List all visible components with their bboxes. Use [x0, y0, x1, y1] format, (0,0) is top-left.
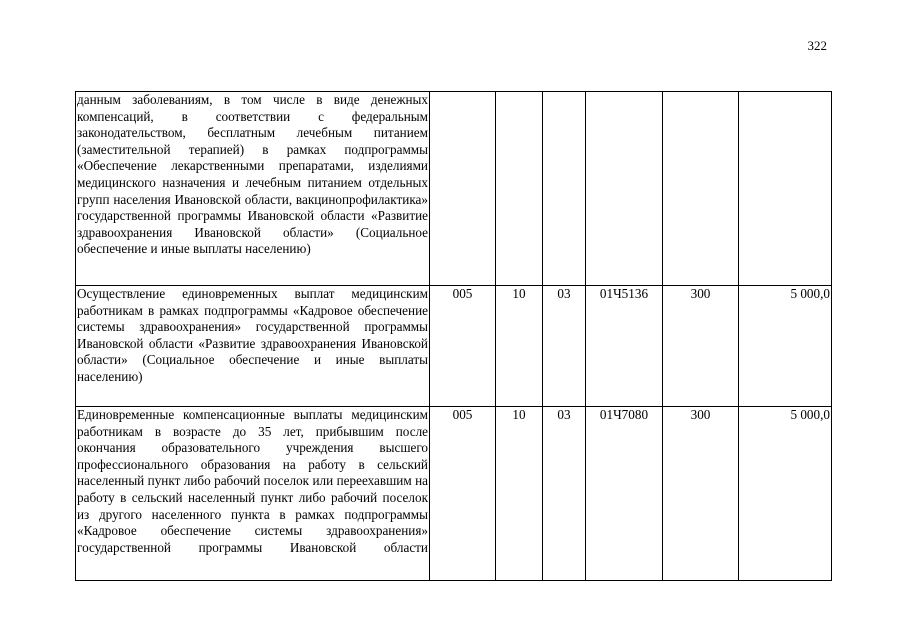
subsection-code: 03 — [543, 286, 586, 407]
target-article-code — [586, 92, 663, 286]
page-number: 322 — [807, 38, 827, 53]
expense-description: Единовременные компенсационные выплаты медицинским работникам в возрасте до 35 лет, прибывшим после окончания образовательного учреждения высшего профессионального образования на работу в сельский населенный пункт либо рабочий поселок или переехавшим на работу в сельский населенный пункт либо рабочий поселок из другого населенного пункта в рамках подпрограммы «Кадровое обеспечение системы здравоохранения» государственной программы Ивановской области — [76, 407, 430, 581]
ministry-code: 005 — [430, 286, 496, 407]
expense-type-code: 300 — [663, 286, 739, 407]
section-code: 10 — [496, 286, 543, 407]
ministry-code — [430, 92, 496, 286]
target-article-code: 01Ч5136 — [586, 286, 663, 407]
expense-description: данным заболеваниям, в том числе в виде денежных компенсаций, в соответствии с федеральным законодательством, бесплатным лечебным питанием (заместительной терапией) в рамках подпрограммы «Обеспечение лекарственными препаратами, изделиями медицинского назначения и лечебным питанием отдельных групп населения Ивановской области, вакцинопрофилактика» государственной программы Ивановской области «Развитие здравоохранения Ивановской области» (Социальное обеспечение и иные выплаты населению) — [76, 92, 430, 286]
subsection-code — [543, 92, 586, 286]
budget-table — [75, 91, 832, 581]
section-code — [496, 92, 543, 286]
expense-type-code: 300 — [663, 407, 739, 581]
amount: 5 000,0 — [739, 407, 832, 581]
table-row — [76, 407, 832, 581]
expense-description: Осуществление единовременных выплат медицинским работникам в рамках подпрограммы «Кадровое обеспечение системы здравоохранения» государственной программы Ивановской области «Развитие здравоохранения Ивановской области» (Социальное обеспечение и иные выплаты населению) — [76, 286, 430, 407]
amount: 5 000,0 — [739, 286, 832, 407]
table-row — [76, 286, 832, 407]
ministry-code: 005 — [430, 407, 496, 581]
section-code: 10 — [496, 407, 543, 581]
amount — [739, 92, 832, 286]
expense-type-code — [663, 92, 739, 286]
subsection-code: 03 — [543, 407, 586, 581]
table-row — [76, 92, 832, 286]
target-article-code: 01Ч7080 — [586, 407, 663, 581]
